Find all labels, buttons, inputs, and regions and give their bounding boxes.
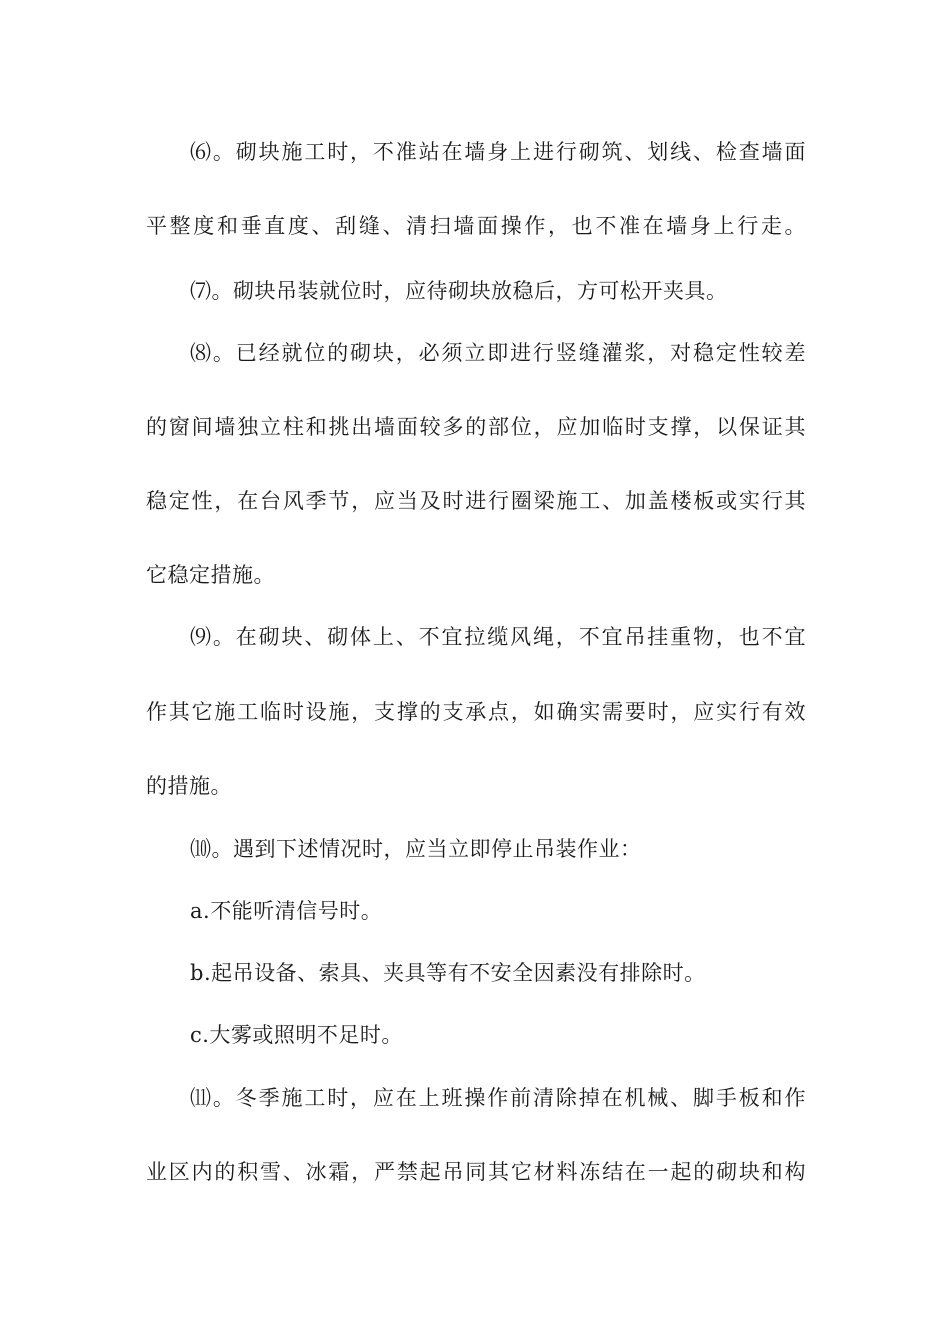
paragraph-8-line-4: 它稳定措施。	[146, 563, 275, 587]
paragraph-7-line-1: ⑺。砌块吊装就位时，应待砌块放稳后，方可松开夹具。	[190, 279, 728, 303]
paragraph-6-line-2: 平整度和垂直度、刮缝、清扫墙面操作，也不准在墙身上行走。	[146, 214, 806, 238]
list-item-c: c.大雾或照明不足时。	[190, 1023, 403, 1047]
paragraph-9-line-3: 的措施。	[146, 774, 232, 798]
paragraph-6-line-1: ⑹。砌块施工时，不准站在墙身上进行砌筑、划线、检查墙面	[190, 140, 806, 164]
list-item-b: b.起吊设备、索具、夹具等有不安全因素没有排除时。	[190, 961, 706, 985]
paragraph-11-line-2: 业区内的积雪、冰霜，严禁起吊同其它材料冻结在一起的砌块和构	[146, 1160, 806, 1184]
paragraph-8-line-3: 稳定性，在台风季节，应当及时进行圈梁施工、加盖楼板或实行其	[146, 489, 806, 513]
paragraph-11-line-1: ⑾。冬季施工时，应在上班操作前清除掉在机械、脚手板和作	[190, 1086, 806, 1110]
paragraph-8-line-2: 的窗间墙独立柱和挑出墙面较多的部位，应加临时支撑，以保证其	[146, 415, 806, 439]
paragraph-10-line-1: ⑽。遇到下述情况时，应当立即停止吊装作业：	[190, 837, 642, 861]
list-item-a: a.不能听清信号时。	[190, 899, 383, 923]
paragraph-9-line-2: 作其它施工临时设施，支撑的支承点，如确实需要时，应实行有效	[146, 700, 806, 724]
paragraph-8-line-1: ⑻。已经就位的砌块，必须立即进行竖缝灌浆，对稳定性较差	[190, 341, 806, 365]
paragraph-9-line-1: ⑼。在砌块、砌体上、不宜拉缆风绳，不宜吊挂重物，也不宜	[190, 625, 806, 649]
